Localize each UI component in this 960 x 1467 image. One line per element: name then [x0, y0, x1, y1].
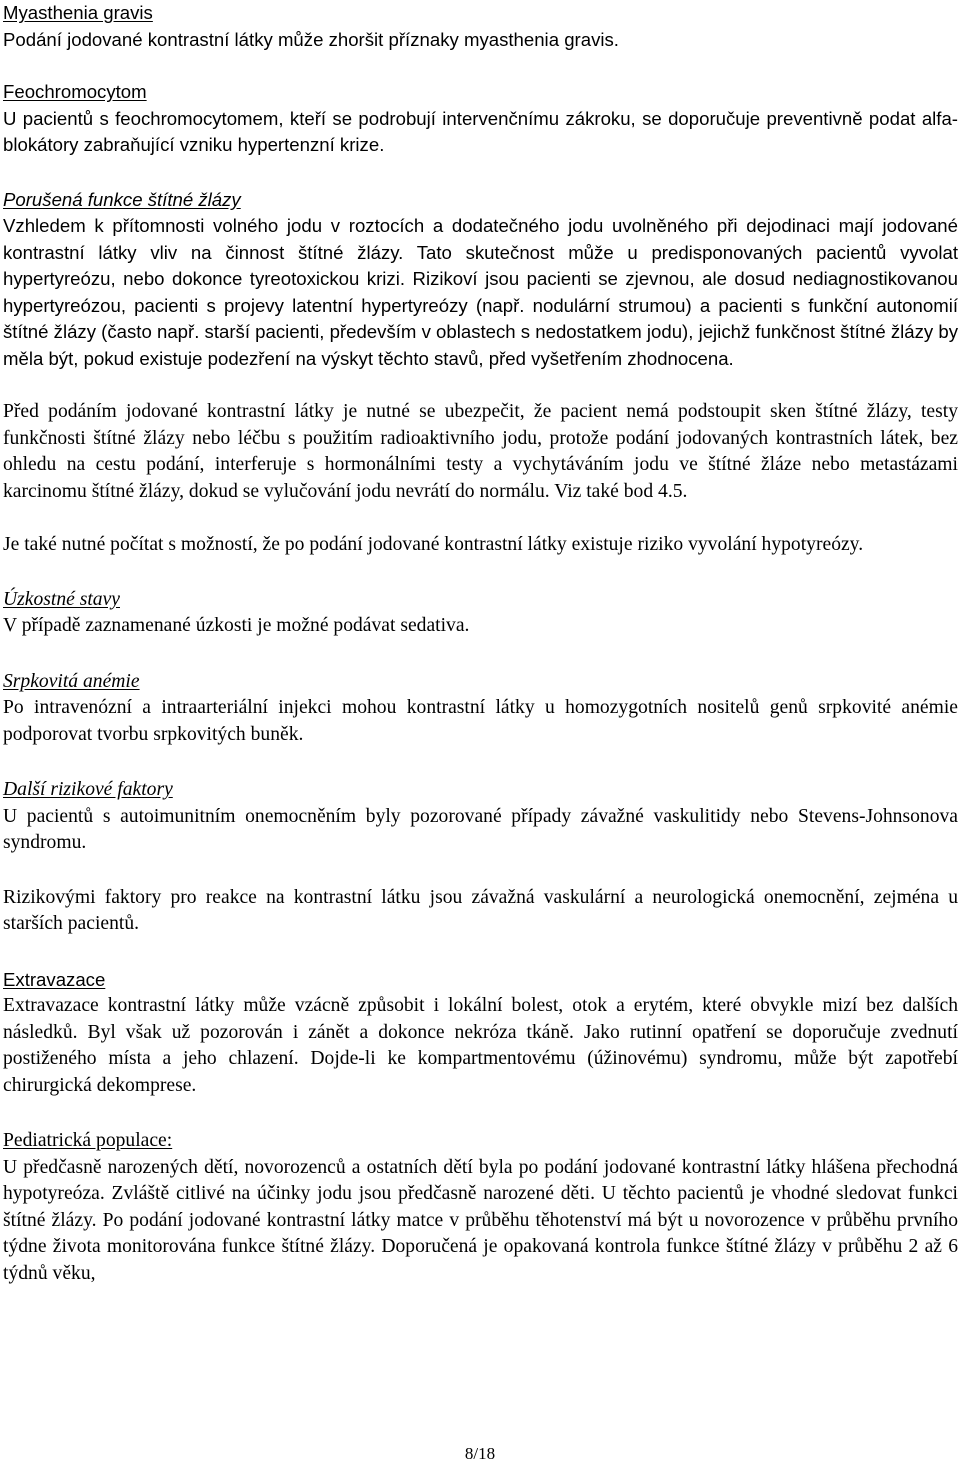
section-sickle-cell-anemia [3, 669, 958, 749]
paragraph: Podání jodované kontrastní látky může zhoršit příznaky myasthenia gravis. [3, 28, 619, 50]
document-page [3, 0, 958, 1287]
section-heading: Myasthenia gravis [3, 2, 153, 23]
section-heading: Další rizikové faktory [3, 779, 173, 800]
section-myasthenia-gravis [3, 0, 958, 53]
paragraph: Rizikovými faktory pro reakce na kontrastní látku jsou závažná vaskulární a neurologická onemocnění, zejména u starších pacientů. [3, 886, 958, 934]
paragraph: U předčasně narozených dětí, novorozenců a ostatních dětí byla po podání jodované kontrastní látky hlášena přechodná hypotyreóza. Zvláště citlivé na účinky jodu jsou předčasně narozené děti. U těchto pacientů je vhodné sledovat funkci štítné žlázy. Po podání jodované kontrastní látky matce v průběhu těhotenství má být u novorozence v průběhu prvního týdne života monitorována funkce štítné žlázy. Doporučená je opakovaná kontrola funkce štítné žlázy v průběhu 2 až 6 týdnů věku, [3, 1156, 958, 1284]
section-heading: Úzkostné stavy [3, 588, 120, 610]
section-other-risk-factors [3, 777, 958, 938]
paragraph: Je také nutné počítat s možností, že po podání jodované kontrastní látky existuje riziko vyvolání hypotyreózy. [3, 534, 864, 555]
section-anxiety [3, 587, 958, 640]
section-feochromocytom [3, 79, 958, 159]
section-heading: Srpkovitá anémie [3, 670, 140, 692]
paragraph: Po intravenózní a intraarteriální injekci mohou kontrastní látky u homozygotních nositelů genů srpkovité anémie podporovat tvorbu srpkovitých buněk. [3, 697, 958, 745]
paragraph: Vzhledem k přítomnosti volného jodu v roztocích a dodatečného jodu uvolněného při dejodinaci mají jodované kontrastní látky vliv na činnost štítné žlázy. Tato skutečnost může u predisponovaných pacientů vyvolat hypertyreózu, nebo dokonce tyreotoxickou krizi. Rizikoví jsou pacienti se zjevnou, ale dosud nediagnostikovanou hypertyreózou, pacienti s projevy latentní hypertyreózy (např. nodulární strumou) a pacienti s funkční autonomií štítné žlázy (často např. starší pacienti, především v oblastech s nedostatkem jodu), jejichž funkčnost štítné žlázy by měla být, pokud existuje podezření na výskyt těchto stavů, před vyšetřením zhodnocena. [3, 215, 958, 369]
paragraph: V případě zaznamenané úzkosti je možné podávat sedativa. [3, 615, 470, 636]
section-heading: Pediatrická populace: [3, 1130, 173, 1151]
section-extravasation [3, 967, 958, 1100]
section-heading: Porušená funkce štítné žlázy [3, 188, 241, 210]
paragraph: U pacientů s feochromocytomem, kteří se podrobují intervenčnímu zákroku, se doporučuje preventivně podat alfa-blokátory zabraňující vzniku hypertenzní krize. [3, 107, 958, 155]
section-thyroid-dysfunction [3, 187, 958, 559]
page-number: 8/18 [464, 1444, 496, 1463]
paragraph: Před podáním jodované kontrastní látky je nutné se ubezpečit, že pacient nemá podstoupit sken štítné žlázy, testy funkčnosti štítné žlázy nebo léčbu s použitím radioaktivního jodu, protože podání jodovaných kontrastních látek, bez ohledu na cestu podání, interferuje s hormonálními testy a vychytáváním jodu ve štítné žláze nebo metastázami karcinomu štítné žlázy, dokud se vylučování jodu nevrátí do normálu. Viz také bod 4.5. [3, 401, 958, 502]
paragraph: Extravazace kontrastní látky může vzácně způsobit i lokální bolest, otok a erytém, které obvykle mizí bez dalších následků. Byl však už pozorován i zánět a dokonce nekróza tkáně. Jako rutinní opatření se doporučuje zvednutí postiženého místa a jeho chlazení. Dojde-li ke kompartmentovému (úžinovému) syndromu, může být zapotřebí chirurgická dekomprese. [3, 995, 958, 1096]
section-heading: Extravazace [3, 968, 106, 990]
paragraph: U pacientů s autoimunitním onemocněním byly pozorované případy závažné vaskulitidy nebo Stevens-Johnsonova syndromu. [3, 805, 958, 853]
section-pediatric-population [3, 1128, 958, 1287]
section-heading: Feochromocytom [3, 81, 147, 102]
